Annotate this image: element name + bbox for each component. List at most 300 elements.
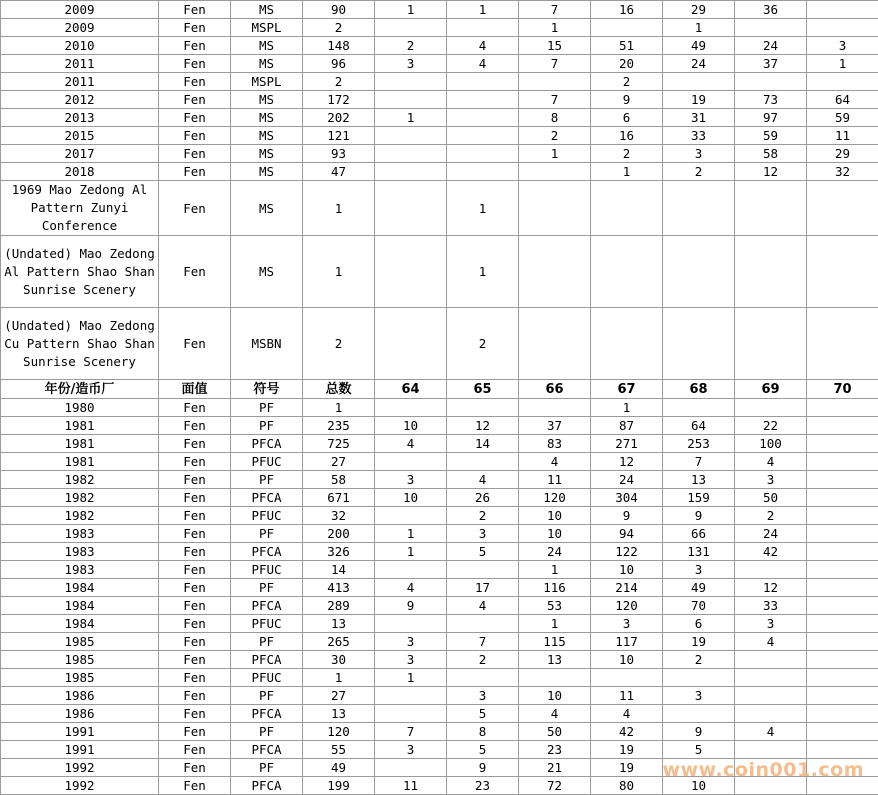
table-cell: 1 [375,525,447,543]
table-cell: 10 [591,651,663,669]
table-cell [735,561,807,579]
table-cell: 1 [303,181,375,236]
table-cell [519,181,591,236]
table-cell [375,145,447,163]
table-cell: 1985 [1,669,159,687]
header-cell: 64 [375,380,447,399]
table-row [1,417,878,435]
table-cell: 2011 [1,73,159,91]
table-cell: 16 [591,127,663,145]
header-cell: 符号 [231,380,303,399]
table-cell: 2 [519,127,591,145]
table-cell: 2 [735,507,807,525]
table-cell: 1982 [1,471,159,489]
table-row [1,651,878,669]
table-cell: 1 [303,669,375,687]
table-row [1,525,878,543]
table-row [1,163,878,181]
table-row [1,723,878,741]
table-cell: MS [231,109,303,127]
table-cell: 5 [447,543,519,561]
table-cell: 1 [375,543,447,561]
table-cell: 36 [735,1,807,19]
table-cell: 29 [807,145,878,163]
table-cell: 1984 [1,597,159,615]
table-cell [447,669,519,687]
table-cell: 9 [591,507,663,525]
table-cell: 117 [591,633,663,651]
table-body [1,1,878,795]
table-cell: (Undated) Mao Zedong Al Pattern Shao Shan Sunrise Scenery [1,236,159,308]
table-cell: 24 [591,471,663,489]
header-cell: 66 [519,380,591,399]
table-cell: 19 [663,633,735,651]
table-cell: PFCA [231,543,303,561]
table-cell: 27 [303,687,375,705]
table-cell: 73 [735,91,807,109]
table-cell: MSBN [231,308,303,380]
table-cell [375,399,447,417]
table-row [1,579,878,597]
table-cell: PF [231,417,303,435]
table-cell: 8 [519,109,591,127]
table-cell: 11 [807,127,878,145]
table-cell: 2 [303,19,375,37]
table-cell: 1983 [1,561,159,579]
table-cell: 2 [591,73,663,91]
table-cell [447,19,519,37]
table-cell [447,145,519,163]
table-cell: Fen [159,543,231,561]
table-cell [591,236,663,308]
table-cell [807,489,878,507]
table-cell: 33 [663,127,735,145]
table-cell: 49 [303,759,375,777]
table-cell: Fen [159,73,231,91]
table-cell: PFUC [231,561,303,579]
table-row [1,489,878,507]
table-cell: 3 [663,145,735,163]
table-row [1,308,878,380]
table-cell: PF [231,399,303,417]
table-cell [807,651,878,669]
table-cell: 55 [303,741,375,759]
table-cell: 5 [663,741,735,759]
table-cell: 1984 [1,579,159,597]
table-cell: 3 [375,55,447,73]
table-cell: 32 [807,163,878,181]
table-cell: 3 [375,471,447,489]
table-cell: 66 [663,525,735,543]
table-cell: 413 [303,579,375,597]
table-cell: 9 [663,507,735,525]
table-cell: 47 [303,163,375,181]
table-cell [375,127,447,145]
table-cell: 4 [447,55,519,73]
table-cell: 100 [735,435,807,453]
table-cell: 2 [375,37,447,55]
table-cell: 10 [519,687,591,705]
table-cell [735,669,807,687]
table-cell: 3 [375,651,447,669]
table-cell: Fen [159,633,231,651]
table-cell: 253 [663,435,735,453]
header-cell: 总数 [303,380,375,399]
table-cell: Fen [159,308,231,380]
table-cell: 94 [591,525,663,543]
table-cell [735,73,807,91]
table-cell: 131 [663,543,735,561]
table-cell: 1983 [1,525,159,543]
table-cell: 50 [519,723,591,741]
table-cell [375,705,447,723]
table-cell: 200 [303,525,375,543]
table-cell: 9 [591,91,663,109]
table-cell: 3 [447,687,519,705]
table-row [1,435,878,453]
table-cell [447,91,519,109]
table-row [1,55,878,73]
table-cell: 116 [519,579,591,597]
table-cell: 2018 [1,163,159,181]
table-cell: 8 [447,723,519,741]
table-cell: 58 [735,145,807,163]
header-cell: 69 [735,380,807,399]
table-cell [447,453,519,471]
table-cell: 304 [591,489,663,507]
table-cell: 1986 [1,705,159,723]
table-cell: PF [231,525,303,543]
table-cell: 10 [519,525,591,543]
table-cell: 1985 [1,633,159,651]
table-cell: 59 [807,109,878,127]
table-cell: 3 [591,615,663,633]
table-cell: 271 [591,435,663,453]
table-cell [807,543,878,561]
table-cell [735,741,807,759]
table-cell: 289 [303,597,375,615]
table-cell: Fen [159,37,231,55]
table-cell: 10 [519,507,591,525]
table-cell: Fen [159,417,231,435]
table-cell: 120 [303,723,375,741]
table-cell: 1 [519,615,591,633]
table-cell: 4 [447,597,519,615]
header-cell: 68 [663,380,735,399]
table-cell [375,308,447,380]
table-cell: 4 [735,453,807,471]
table-cell: 93 [303,145,375,163]
table-cell: 2009 [1,19,159,37]
table-cell: 7 [519,91,591,109]
table-cell: PF [231,633,303,651]
table-cell: 199 [303,777,375,795]
table-cell: 37 [519,417,591,435]
table-cell [735,705,807,723]
table-cell [807,597,878,615]
table-row [1,91,878,109]
table-cell: 7 [663,453,735,471]
table-cell [735,181,807,236]
table-cell: MS [231,145,303,163]
table-row [1,109,878,127]
table-cell: 21 [519,759,591,777]
table-cell: Fen [159,723,231,741]
table-cell [375,759,447,777]
table-cell: 2010 [1,37,159,55]
table-cell: MS [231,163,303,181]
header-cell: 67 [591,380,663,399]
table-cell: 19 [591,741,663,759]
table-cell [375,453,447,471]
table-cell [663,73,735,91]
table-cell: 1 [447,236,519,308]
table-cell: 72 [519,777,591,795]
table-cell [591,181,663,236]
table-row [1,453,878,471]
table-cell [807,741,878,759]
table-cell [807,525,878,543]
table-cell [735,687,807,705]
table-cell: 214 [591,579,663,597]
table-cell: 70 [663,597,735,615]
table-cell [519,669,591,687]
table-row [1,705,878,723]
table-cell: MSPL [231,19,303,37]
table-row [1,145,878,163]
table-cell [519,163,591,181]
table-cell: 53 [519,597,591,615]
table-cell: 10 [375,489,447,507]
table-cell: PF [231,579,303,597]
table-cell: 30 [303,651,375,669]
header-cell: 面值 [159,380,231,399]
table-cell: 24 [735,525,807,543]
table-cell: 1 [303,399,375,417]
table-row [1,37,878,55]
table-cell [807,705,878,723]
table-cell: 3 [375,633,447,651]
table-cell: 7 [519,1,591,19]
table-cell: 22 [735,417,807,435]
table-cell: 1969 Mao Zedong Al Pattern Zunyi Conference [1,181,159,236]
table-cell: 19 [663,91,735,109]
table-cell: PFUC [231,669,303,687]
table-cell: 2011 [1,55,159,73]
table-cell [663,399,735,417]
header-cell: 70 [807,380,878,399]
table-cell: 148 [303,37,375,55]
table-cell: 58 [303,471,375,489]
table-cell [807,561,878,579]
table-cell: 31 [663,109,735,127]
table-cell: 235 [303,417,375,435]
table-cell: 19 [591,759,663,777]
table-cell: 13 [663,471,735,489]
table-cell: 49 [663,37,735,55]
header-cell: 65 [447,380,519,399]
table-cell: 202 [303,109,375,127]
table-cell: PFUC [231,615,303,633]
table-cell [807,507,878,525]
table-cell [807,633,878,651]
table-cell: 29 [663,1,735,19]
table-cell: 2 [447,507,519,525]
table-cell: 1986 [1,687,159,705]
table-cell: 26 [447,489,519,507]
table-cell: 120 [591,597,663,615]
table-cell: 14 [447,435,519,453]
table-cell: 1 [375,109,447,127]
table-cell: PFCA [231,651,303,669]
table-cell [807,723,878,741]
table-cell: 172 [303,91,375,109]
table-cell: 12 [735,163,807,181]
table-cell: 3 [735,615,807,633]
table-row [1,236,878,308]
table-cell: 17 [447,579,519,597]
table-cell: PFCA [231,741,303,759]
table-cell: 3 [375,741,447,759]
table-cell [375,615,447,633]
table-cell: 2 [447,651,519,669]
table-cell [807,236,878,308]
table-cell: 4 [735,633,807,651]
table-cell: 80 [591,777,663,795]
table-cell: 1 [375,1,447,19]
table-row [1,1,878,19]
table-cell: 3 [663,561,735,579]
table-cell: 1 [519,145,591,163]
table-cell: 1 [591,399,663,417]
table-cell [735,651,807,669]
table-cell: 1 [807,55,878,73]
table-cell: 1 [591,163,663,181]
table-row [1,561,878,579]
table-cell: 4 [735,723,807,741]
table-cell: 24 [735,37,807,55]
table-row [1,543,878,561]
table-cell [375,507,447,525]
table-cell: 13 [303,705,375,723]
table-cell: 87 [591,417,663,435]
table-cell [519,73,591,91]
table-cell [519,236,591,308]
table-cell: 23 [519,741,591,759]
table-cell: 10 [663,777,735,795]
table-cell: 2 [663,651,735,669]
header-cell: 年份/造币厂 [1,380,159,399]
table-cell: Fen [159,127,231,145]
table-cell: 96 [303,55,375,73]
table-cell: 27 [303,453,375,471]
table-cell: 115 [519,633,591,651]
table-cell: 1 [447,1,519,19]
table-cell: Fen [159,181,231,236]
table-cell: 2013 [1,109,159,127]
table-cell: 64 [663,417,735,435]
table-cell: 1 [519,561,591,579]
table-cell: MS [231,181,303,236]
table-cell [591,669,663,687]
table-cell: Fen [159,669,231,687]
table-row [1,615,878,633]
table-cell: 1992 [1,777,159,795]
table-cell: PFUC [231,453,303,471]
table-cell: Fen [159,19,231,37]
table-cell: 3 [807,37,878,55]
table-cell: 2 [303,308,375,380]
table-cell [807,1,878,19]
table-cell: MS [231,91,303,109]
table-cell: 1 [303,236,375,308]
table-cell: 265 [303,633,375,651]
table-cell: 13 [303,615,375,633]
table-cell: 9 [375,597,447,615]
table-cell: MS [231,236,303,308]
table-cell [807,308,878,380]
table-cell: PFCA [231,777,303,795]
table-cell: 90 [303,1,375,19]
table-cell [735,308,807,380]
table-cell: 2 [303,73,375,91]
table-cell [663,705,735,723]
table-cell [807,615,878,633]
table-cell: Fen [159,471,231,489]
table-cell: 4 [447,37,519,55]
table-cell [375,163,447,181]
table-cell [663,669,735,687]
table-cell [519,308,591,380]
table-cell: 37 [735,55,807,73]
table-cell [447,109,519,127]
table-cell: Fen [159,163,231,181]
table-cell: PF [231,471,303,489]
table-cell [447,73,519,91]
table-row [1,633,878,651]
table-cell: 1985 [1,651,159,669]
table-cell: Fen [159,55,231,73]
table-cell: 725 [303,435,375,453]
table-cell: 51 [591,37,663,55]
table-cell: 1984 [1,615,159,633]
table-cell: MS [231,1,303,19]
table-cell: 1980 [1,399,159,417]
table-cell: 11 [375,777,447,795]
table-cell [447,561,519,579]
table-cell: 50 [735,489,807,507]
table-cell: 2015 [1,127,159,145]
table-cell: 10 [591,561,663,579]
table-cell: 326 [303,543,375,561]
table-cell [735,399,807,417]
table-cell [447,127,519,145]
table-cell: 7 [375,723,447,741]
table-cell [447,399,519,417]
table-cell: 1983 [1,543,159,561]
table-cell: 24 [663,55,735,73]
table-cell: 49 [663,579,735,597]
table-cell [735,19,807,37]
table-cell: 13 [519,651,591,669]
table-cell [807,19,878,37]
table-cell: 4 [447,471,519,489]
table-cell: Fen [159,759,231,777]
table-cell [591,19,663,37]
table-cell: 3 [663,687,735,705]
table-cell: 11 [519,471,591,489]
table-cell: Fen [159,651,231,669]
